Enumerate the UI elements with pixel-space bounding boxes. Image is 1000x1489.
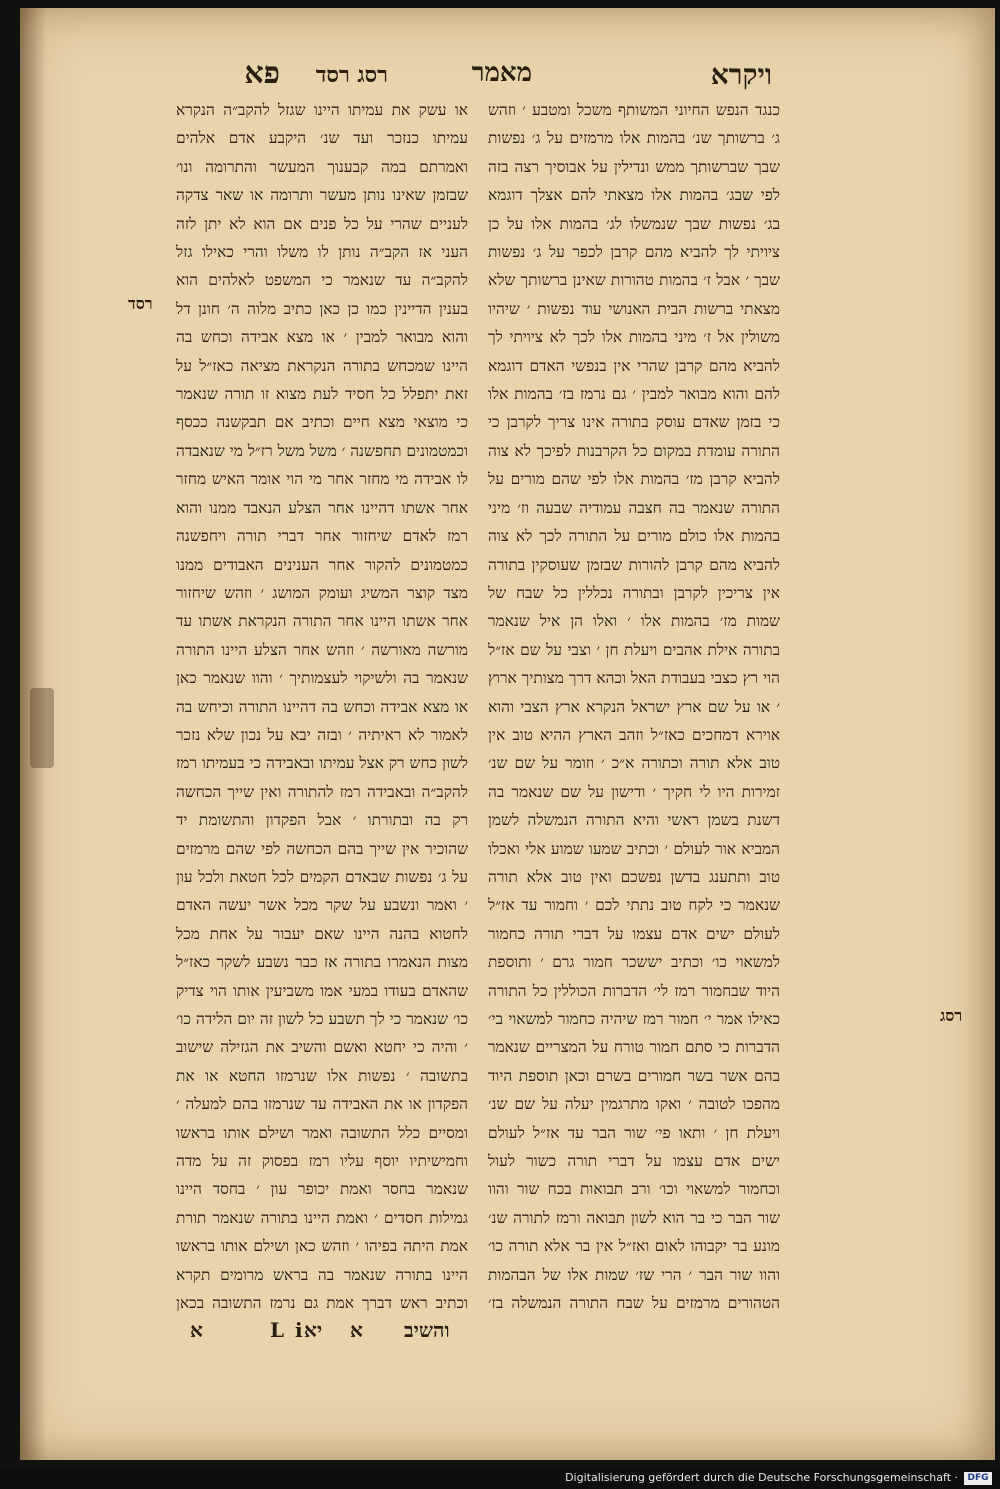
text-column-left [176, 96, 468, 1314]
margin-note-right: רסג [940, 1006, 963, 1025]
treatise-title: מאמר [471, 58, 532, 88]
column-text: כנגד הנפש החיוני המשותף משכל ומטבע ׳ וזהש ג׳ ברשותך שנ׳ בהמות אלו מרמזים על ג׳ נפשות שבך שברשותך ממש ונדילין על אבוסיך רצה בזה לפי שבג׳ בהמות אלו מצאתי להם אצלך דוגמא בג׳ נפשות שבך שנמשלו לג׳ בהמות אלו על כן ציויתי לך להביא מהם קרבן לכפר על ג׳ נפשות שבך ׳ אבל ז׳ בהמות טהורות שאינן ברשותך שלא מצאתי ברשות הבית האנושי עוד נפשות ׳ שיהיו משולין אל ז׳ מיני בהמות אלו לכך לא ציויתי לך להביא מהם קרבן שהרי אין בנפשי האדם דוגמא להם והוא מבואר למבין ׳ גם נרמז בז׳ בהמות אלו כי בזמן שאדם עוסק בתורה אינו צריך לקרבן כי התורה עומדת במקום כל הקרבנות לפיכך לא צוה להביא קרבן מז׳ בהמות אלו לפי שהם מורים על התורה שנאמר בה חצבה עמודיה שבעה וז׳ מיני בהמות אלו כולם מורים על התורה לכך לא צוה להביא מהם קרבן להורות שבזמן שעוסקין בתורה אין צריכין לקרבן ובתורה נכללין כל שבח של שמות מז׳ בהמות אלו ׳ ואלו הן איל שנאמר בתורה אילת אהבים ויעלת חן ׳ וצבי על שם אז״ל הוי רץ כצבי בעבודת האל וכהא דרך מצותיך ארוץ ׳ או על שם ארץ ישראל הנקרא ארץ הצבי והוא אוירא דמחכים כאז״ל וזהב הארץ ההיא טוב אין טוב אלא תורה וכתורה א״כ ׳ וזומר על שם שנ׳ זמירות היו לי חקיך ׳ ודישון על שם שנאמר בה דשנת בשמן ראשי והיא התורה הנמשלה לשמן המביא אור לעולם ׳ וכתיב שמעו שמוע אלי ואכלו טוב ותתענג בדשן נפשכם ואין טוב אלא תורה שנאמר כי לקח טוב נתתי לכם ׳ וחמור עד אז״ל לעולם ישים אדם עצמו על דברי תורה כחמור למשאוי כו׳ וכתיב יששכר חמור גרם ׳ ותוספת היוד שבחמור רמז לי׳ הדברות הכוללין כל התורה כאילו אמר י׳ חמור רמז שיהיה כחמור למשאוי בי׳ הדברות כי סתם חמור טורח על המצריים שנאמר בהם אשר בשר חמורים בשרם וכאן תוספת היוד מהפכו לטובה ׳ ואקו מתרגמין יעלה על שם שנ׳ ויעלת חן ׳ ותאו פי׳ שור הבר עד אז״ל לעולם ישים אדם עצמו על דברי תורה כשור לעול וכחמור למשאוי וכו׳ ורב תבואות בכח שור והוו שור הבר כי בר הוא לשון תבואה ורמז לתורה שנ׳ מונע בר יקבוהו לאום ואז״ל אין בר אלא תורה כו׳ והוו שור הבר ׳ הרי שז׳ שמות אלו של הבהמות הטהורים מרמזים על שבח התורה הנמשלה בז׳ [488, 101, 780, 1313]
binding-shadow [30, 688, 54, 768]
column-text: או עשק את עמיתו היינו שגזל להקב״ה הנקרא עמיתו כנזכר ועד שנ׳ היקבע אדם אלהים ואמרתם במה קבענוך המעשר והתרומה ונו׳ שבזמן שאינו נותן מעשר ותרומה או שאר צדקה לעניים שהרי על כל פנים אם הוא לא יתן לזה העני אז הקב״ה נותן לו משלו והרי כאילו גזל להקב״ה עד שנאמר כי המשפט לאלהים הוא בענין הדיינין כמו כן כאן כתיב מלוה ה׳ חונן דל והוא מבואר למבין ׳ או מצא אבידה וכחש בה היינו שמכחש בתורה הנקראת מציאה כאז״ל על זאת יתפלל כל חסיד לעת מצוא זו תורה שנאמר כי מוצאי מצא חיים וכתיב אם תבקשנה ככסף וכמטמונים תחפשנה ׳ משל משל רז״ל מי שנאבדה לו אבידה מי מחזר אחר מי הוי אומר האיש מחזר אחר אשתו דהיינו אחר הצלע הנאבד ממנו והוא רמז לאדם שיחזור אחר דברי תורה ויחפשנה כמטמונים להקור אחר הענינים האבודים ממנו מצד קוצר המשיג ועומק המושג ׳ וזהש שיחזור אחר אשתו היינו אחר התורה הנקראת אשתו עד מורשה מאורשה ׳ וזהש אחר הצלע היינו התורה שנאמר בה ולשיקוי לעצמותיך ׳ והוו שנאמר כאן או מצא אבידה וכחש בה דהיינו התורה וכיחש בה לאמור לא ראיתיה ׳ ובזה יבא על נכון שלא נזכר לשון כחש רק אצל עמיתו ובאבידה כי בעמיתו רמז להקב״ה ובאבידה רמז להתורה ואין שייך הכחשה רק בה ובתורתו ׳ אבל הפקדון והתשומת יד שהוכיר אין שייך בהם הכחשה לפי שהם מרמזים על ג׳ נפשות שבאדם הקמים לכל חטאת ולכל עון ׳ ואמר ונשבע על שקר מכל אשר יעשה האדם לחטוא בהנה היינו שאם יעבור על אחת מכל מצות הנאמרו בתורה אז כבר נשבע לשקר כאז״ל שהאדם בעודו במעי אמו משביעין אותו הוי צדיק כו׳ שנאמר כי לך תשבע כל לשון זה יום הלידה כו׳ ׳ והיה כי יחטא ואשם והשיב את הגזילה שישוב בתשובה ׳ נפשות אלו שנרמזו החטא או את הפקדון או את האבידה עד שנרמזו בהם למעלה ׳ ומסיים כלל התשובה ואמר ושילם אותו בראשו וחמישיתיו יוסף עליו רמז בפסוק זה על מדה שנאמר בחסר ואמת יכופר עון ׳ בחסד היינו גמילות חסדים ׳ ואמת היינו בתורה שנאמר תורת אמת היתה בפיהו ׳ וזהש כאן ושילם אותו בראשו היינו בתורה שנאמר בה בראש מרומים תקרא וכתיב ראש דברך אמת גם נרמז התשובה בכאן [176, 101, 468, 1313]
printer-signature: L i [270, 1318, 305, 1342]
text-column-right [488, 96, 780, 1314]
running-head [172, 58, 780, 98]
signature-line [182, 1318, 472, 1348]
folio-number: פא [244, 56, 280, 91]
viewer-footer [0, 1468, 1000, 1489]
signature-mark: א [350, 1318, 363, 1342]
section-reference: רסג רסד [315, 62, 388, 88]
funding-credit: Digitalisierung gefördert durch die Deutsche Forschungsgemeinschaft · [565, 1471, 958, 1484]
signature-mark: א [190, 1318, 203, 1342]
signature-mark: יא [304, 1318, 323, 1342]
dfg-logo: DFG [964, 1472, 992, 1485]
book-name: ויקרא [710, 58, 772, 91]
catchword: והשיב [404, 1318, 450, 1342]
margin-note-left: רסד [128, 294, 153, 313]
